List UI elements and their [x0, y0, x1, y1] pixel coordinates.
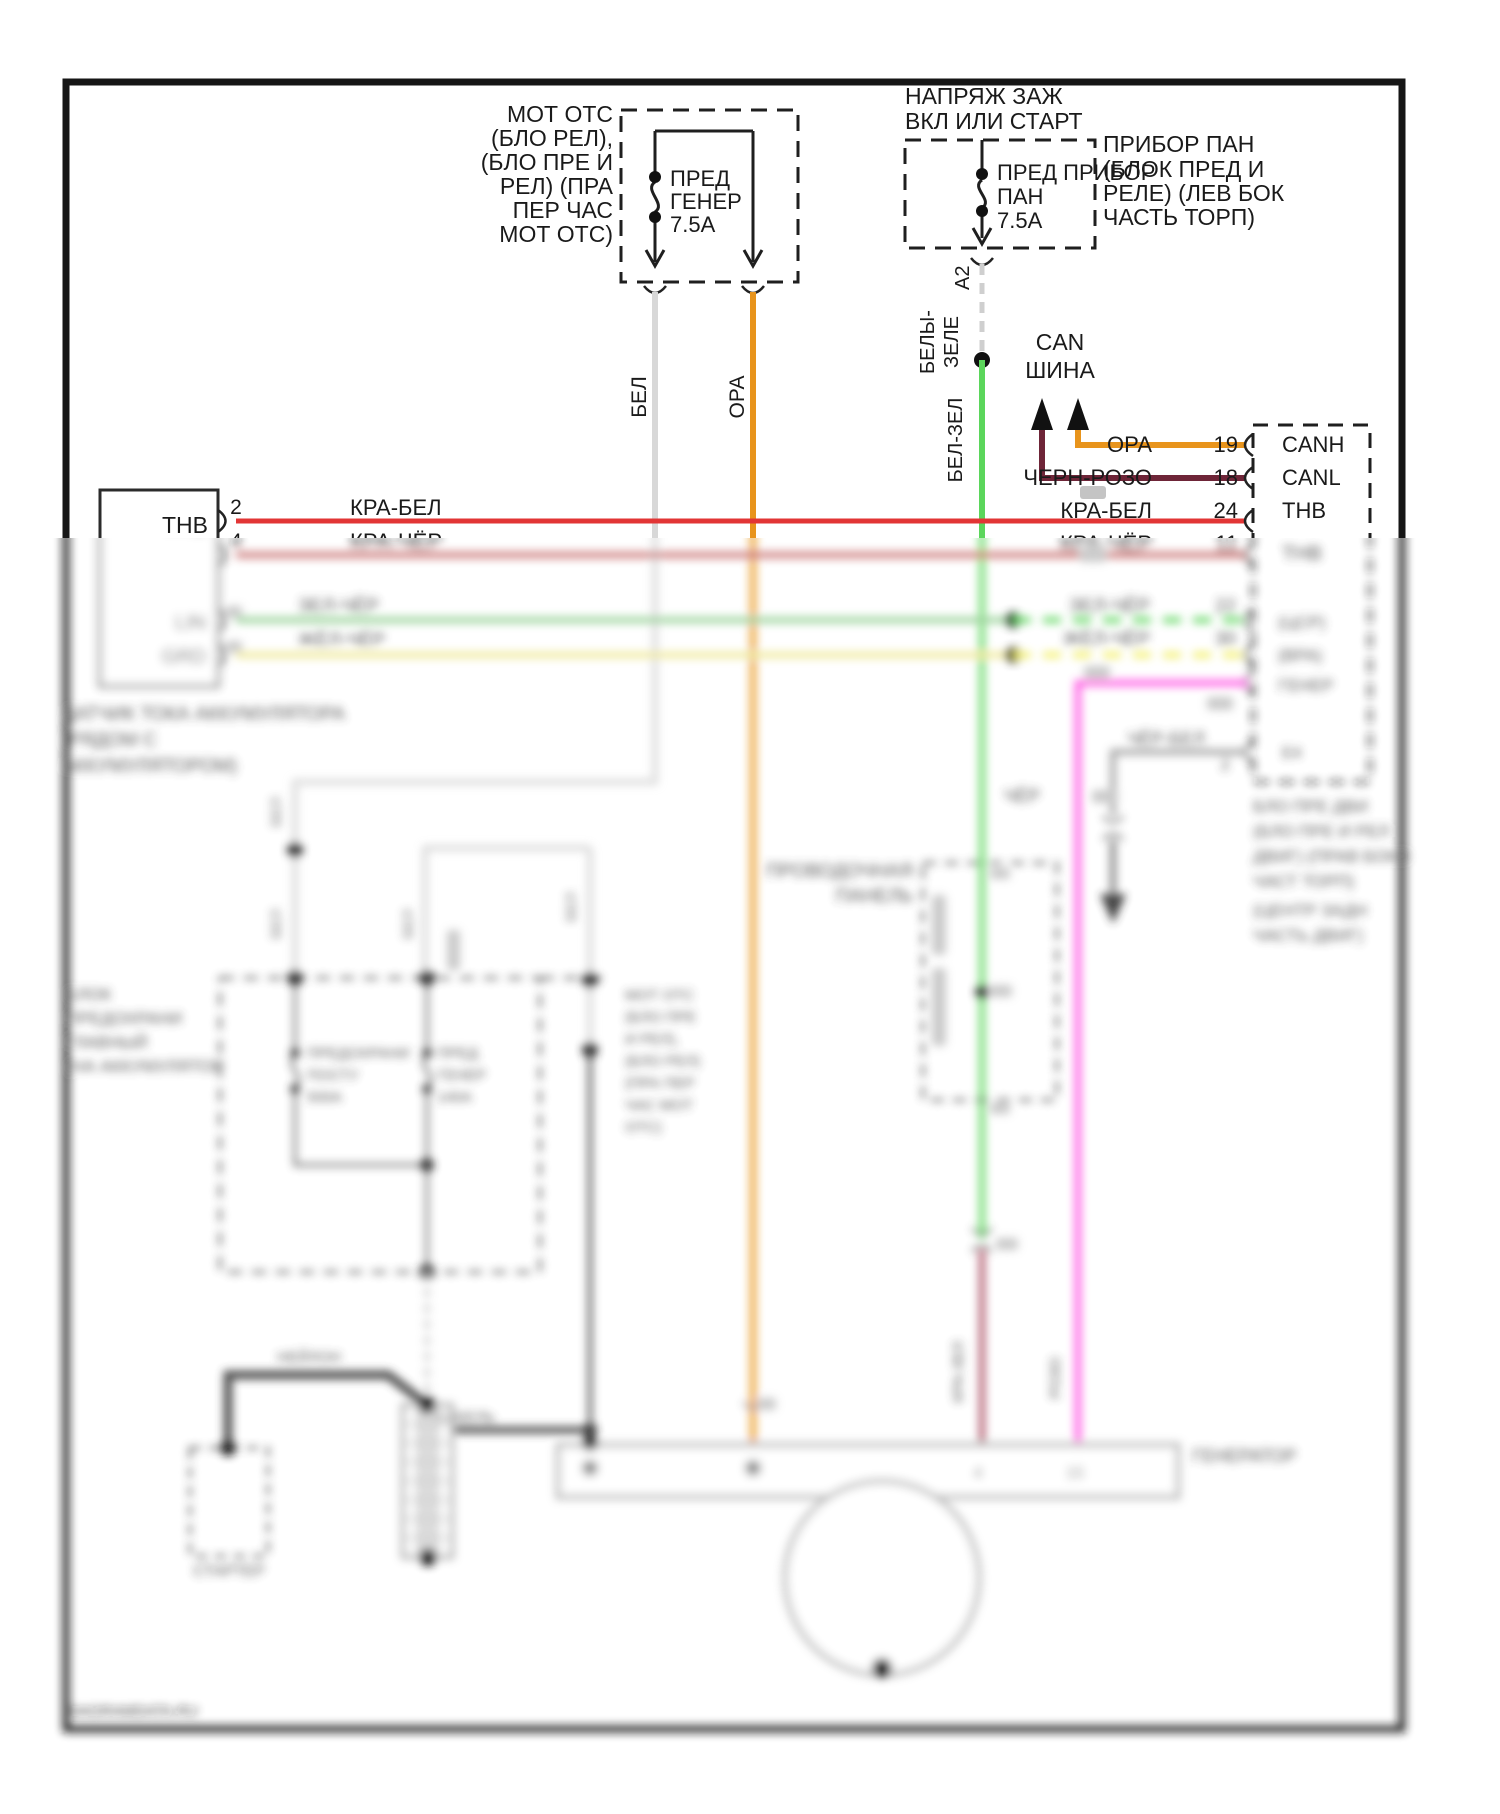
blurred-region — [62, 82, 1410, 1729]
